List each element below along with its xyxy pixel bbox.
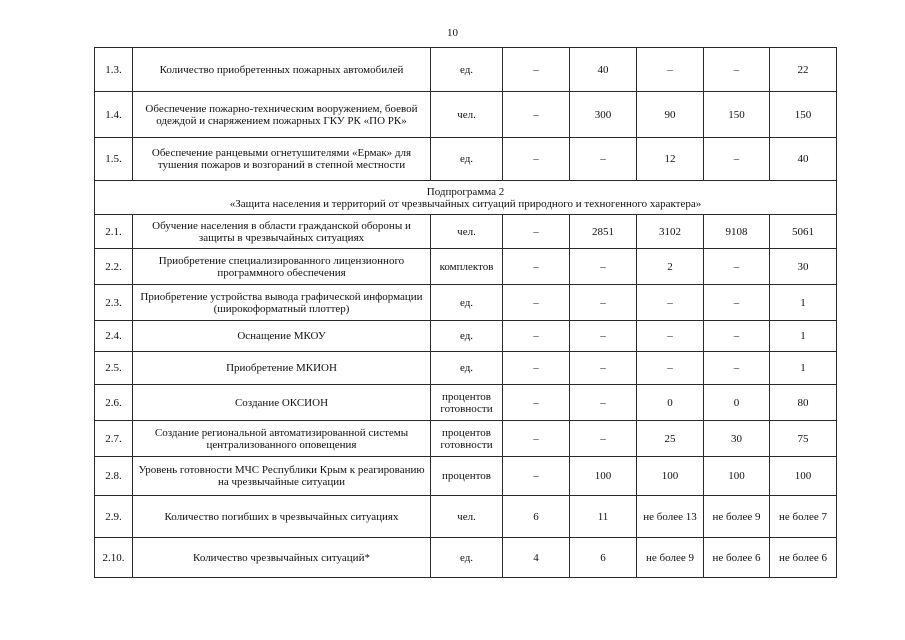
table-row <box>95 321 837 352</box>
value-cell: – <box>503 421 570 457</box>
value-cell: 100 <box>637 457 704 496</box>
indicator-name: Приобретение устройства вывода графической информации (широкоформатный плоттер) <box>133 285 431 321</box>
unit-cell: ед. <box>431 352 503 385</box>
value-cell: 22 <box>770 48 837 92</box>
value-cell: – <box>637 285 704 321</box>
table-row <box>95 352 837 385</box>
unit-cell: ед. <box>431 48 503 92</box>
value-cell: не более 6 <box>704 538 770 578</box>
value-cell: 12 <box>637 138 704 181</box>
value-cell: 6 <box>503 496 570 538</box>
value-cell: – <box>503 352 570 385</box>
unit-cell: ед. <box>431 285 503 321</box>
unit-cell: комплектов <box>431 249 503 285</box>
row-number: 2.7. <box>95 421 133 457</box>
value-cell: – <box>503 48 570 92</box>
value-cell: – <box>570 421 637 457</box>
value-cell: не более 13 <box>637 496 704 538</box>
unit-cell: процентов <box>431 457 503 496</box>
value-cell: 1 <box>770 285 837 321</box>
value-cell: – <box>503 285 570 321</box>
value-cell: – <box>570 138 637 181</box>
indicator-name: Обучение населения в области гражданской обороны и защиты в чрезвычайных ситуациях <box>133 215 431 249</box>
value-cell: – <box>570 352 637 385</box>
row-number: 2.5. <box>95 352 133 385</box>
value-cell: – <box>637 321 704 352</box>
section-row <box>95 181 837 215</box>
value-cell: 75 <box>770 421 837 457</box>
table-row <box>95 457 837 496</box>
table-row <box>95 215 837 249</box>
value-cell: 80 <box>770 385 837 421</box>
value-cell: не более 7 <box>770 496 837 538</box>
table-row <box>95 92 837 138</box>
value-cell: – <box>704 285 770 321</box>
value-cell: – <box>503 92 570 138</box>
value-cell: 30 <box>770 249 837 285</box>
row-number: 1.3. <box>95 48 133 92</box>
row-number: 2.1. <box>95 215 133 249</box>
row-number: 2.3. <box>95 285 133 321</box>
row-number: 2.10. <box>95 538 133 578</box>
value-cell: – <box>570 285 637 321</box>
row-number: 1.4. <box>95 92 133 138</box>
value-cell: 150 <box>704 92 770 138</box>
value-cell: 100 <box>704 457 770 496</box>
value-cell: – <box>704 48 770 92</box>
unit-cell: процентов готовности <box>431 421 503 457</box>
unit-cell: ед. <box>431 138 503 181</box>
value-cell: 90 <box>637 92 704 138</box>
row-number: 1.5. <box>95 138 133 181</box>
page-number: 10 <box>447 27 458 39</box>
value-cell: 100 <box>770 457 837 496</box>
value-cell: – <box>503 385 570 421</box>
table-row <box>95 538 837 578</box>
unit-cell: процентов готовности <box>431 385 503 421</box>
value-cell: 5061 <box>770 215 837 249</box>
value-cell: – <box>704 321 770 352</box>
value-cell: не более 6 <box>770 538 837 578</box>
value-cell: – <box>503 215 570 249</box>
indicator-name: Уровень готовности МЧС Республики Крым к реагированию на чрезвычайные ситуации <box>133 457 431 496</box>
indicator-name: Количество приобретенных пожарных автомобилей <box>133 48 431 92</box>
value-cell: 100 <box>570 457 637 496</box>
value-cell: 11 <box>570 496 637 538</box>
indicator-name: Приобретение МКИОН <box>133 352 431 385</box>
section-title: Подпрограмма 2 <box>426 185 505 198</box>
value-cell: – <box>503 138 570 181</box>
value-cell: не более 9 <box>637 538 704 578</box>
table-row <box>95 421 837 457</box>
indicators-table <box>94 47 837 578</box>
row-number: 2.8. <box>95 457 133 496</box>
table-row <box>95 48 837 92</box>
value-cell: – <box>704 138 770 181</box>
value-cell: не более 9 <box>704 496 770 538</box>
value-cell: 6 <box>570 538 637 578</box>
value-cell: 2851 <box>570 215 637 249</box>
table-row <box>95 385 837 421</box>
value-cell: – <box>570 249 637 285</box>
value-cell: – <box>637 352 704 385</box>
value-cell: – <box>704 249 770 285</box>
table-row <box>95 138 837 181</box>
value-cell: 0 <box>637 385 704 421</box>
value-cell: – <box>570 321 637 352</box>
indicator-name: Обеспечение ранцевыми огнетушителями «Ермак» для тушения пожаров и возгораний в степной местности <box>133 138 431 181</box>
table-row <box>95 496 837 538</box>
value-cell: 300 <box>570 92 637 138</box>
section-subtitle: «Защита населения и территорий от чрезвычайных ситуаций природного и техногенного характера» <box>229 197 702 210</box>
row-number: 2.4. <box>95 321 133 352</box>
indicator-name: Создание ОКСИОН <box>133 385 431 421</box>
row-number: 2.6. <box>95 385 133 421</box>
value-cell: 3102 <box>637 215 704 249</box>
value-cell: – <box>704 352 770 385</box>
section-heading <box>95 181 837 215</box>
value-cell: 1 <box>770 321 837 352</box>
value-cell: – <box>503 457 570 496</box>
value-cell: 30 <box>704 421 770 457</box>
indicator-name: Оснащение МКОУ <box>133 321 431 352</box>
value-cell: 25 <box>637 421 704 457</box>
value-cell: 150 <box>770 92 837 138</box>
value-cell: 1 <box>770 352 837 385</box>
value-cell: 40 <box>570 48 637 92</box>
value-cell: 4 <box>503 538 570 578</box>
unit-cell: чел. <box>431 92 503 138</box>
unit-cell: ед. <box>431 538 503 578</box>
indicator-name: Создание региональной автоматизированной системы централизованного оповещения <box>133 421 431 457</box>
value-cell: 2 <box>637 249 704 285</box>
value-cell: – <box>570 385 637 421</box>
unit-cell: чел. <box>431 215 503 249</box>
indicator-name: Количество погибших в чрезвычайных ситуациях <box>133 496 431 538</box>
value-cell: 9108 <box>704 215 770 249</box>
unit-cell: чел. <box>431 496 503 538</box>
value-cell: – <box>637 48 704 92</box>
indicator-name: Обеспечение пожарно-техническим вооружением, боевой одеждой и снаряжением пожарных ГКУ РК «ПО РК» <box>133 92 431 138</box>
row-number: 2.2. <box>95 249 133 285</box>
value-cell: 0 <box>704 385 770 421</box>
unit-cell: ед. <box>431 321 503 352</box>
row-number: 2.9. <box>95 496 133 538</box>
table-row <box>95 285 837 321</box>
indicator-name: Приобретение специализированного лицензионного программного обеспечения <box>133 249 431 285</box>
value-cell: – <box>503 249 570 285</box>
value-cell: 40 <box>770 138 837 181</box>
indicator-name: Количество чрезвычайных ситуаций* <box>133 538 431 578</box>
table-row <box>95 249 837 285</box>
value-cell: – <box>503 321 570 352</box>
